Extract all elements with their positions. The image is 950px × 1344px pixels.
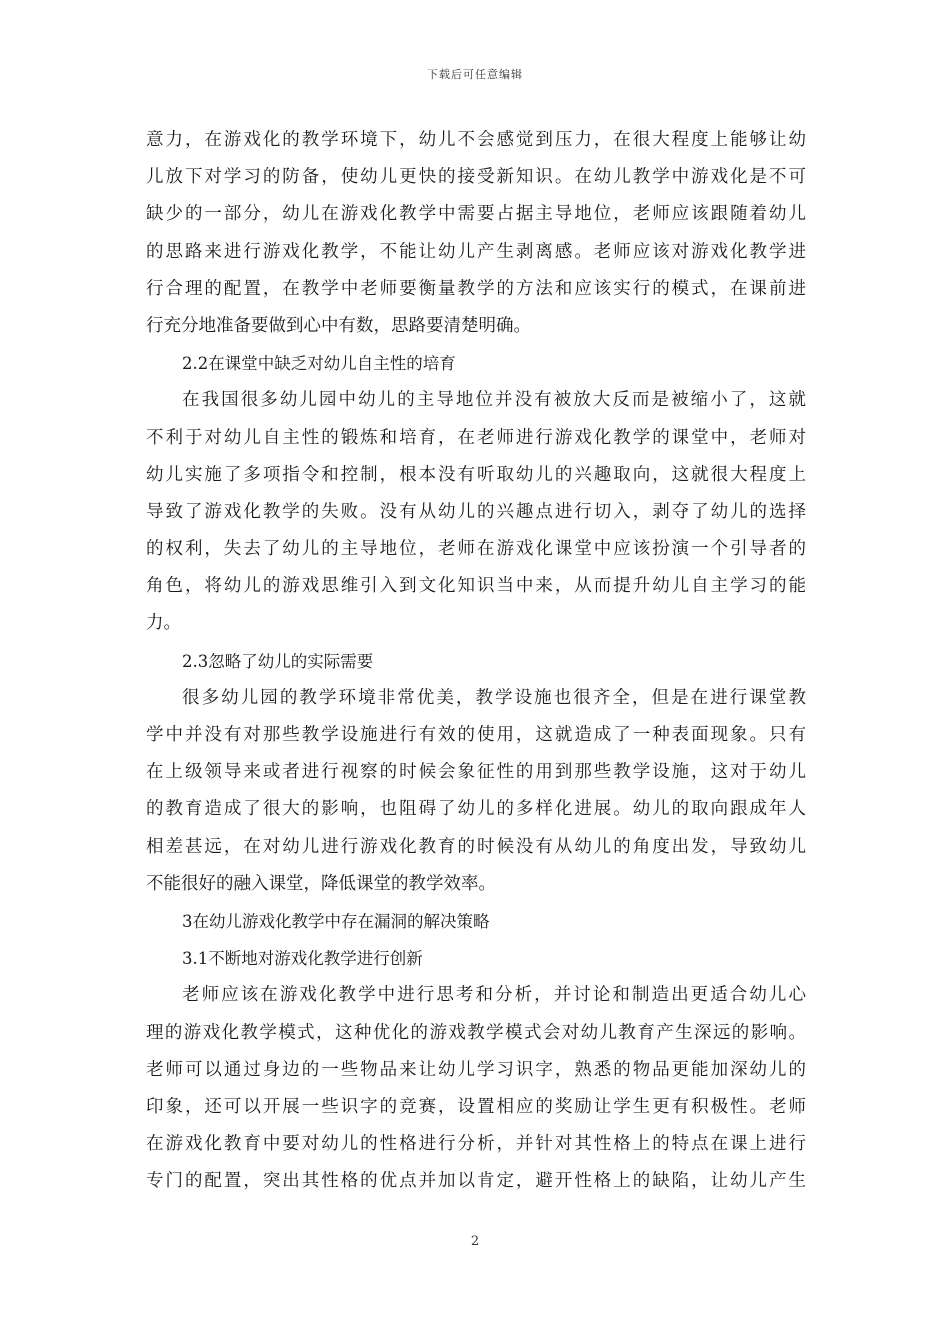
text-line: 的权利，失去了幼儿的主导地位，老师在游戏化课堂中应该扮演一个引导者的 [146, 539, 806, 560]
text-line: 儿放下对学习的防备，使幼儿更快的接受新知识。在幼儿教学中游戏化是不可 [146, 167, 806, 188]
text-line: 的思路来进行游戏化教学，不能让幼儿产生剥离感。老师应该对游戏化教学进 [146, 241, 806, 262]
text-line: 很多幼儿园的教学环境非常优美，教学设施也很齐全，但是在进行课堂教 [182, 687, 806, 708]
text-line: 不能很好的融入课堂，降低课堂的教学效率。 [146, 873, 496, 894]
document-body [146, 122, 806, 1200]
section-heading: 3在幼儿游戏化教学中存在漏洞的解决策略 [182, 911, 490, 931]
text-line: 专门的配置，突出其性格的优点并加以肯定，避开性格上的缺陷，让幼儿产生 [146, 1171, 806, 1192]
section-heading: 2.3忽略了幼儿的实际需要 [182, 651, 374, 671]
text-line: 在上级领导来或者进行视察的时候会象征性的用到那些教学设施，这对于幼儿 [146, 762, 806, 783]
text-line: 幼儿实施了多项指令和控制，根本没有听取幼儿的兴趣取向，这就很大程度上 [146, 464, 806, 485]
text-line: 的教育造成了很大的影响，也阻碍了幼儿的多样化进展。幼儿的取向跟成年人 [146, 799, 806, 820]
text-line: 行合理的配置，在教学中老师要衡量教学的方法和应该实行的模式，在课前进 [146, 278, 806, 299]
section-heading: 2.2在课堂中缺乏对幼儿自主性的培育 [182, 354, 456, 374]
text-line: 在游戏化教育中要对幼儿的性格进行分析，并针对其性格上的特点在课上进行 [146, 1134, 806, 1155]
text-line: 老师应该在游戏化教学中进行思考和分析，并讨论和制造出更适合幼儿心 [182, 985, 806, 1006]
text-line: 在我国很多幼儿园中幼儿的主导地位并没有被放大反而是被缩小了，这就 [182, 390, 806, 411]
text-line: 力。 [146, 613, 181, 634]
text-line: 理的游戏化教学模式，这种优化的游戏教学模式会对幼儿教育产生深远的影响。 [146, 1022, 806, 1043]
text-line: 相差甚远，在对幼儿进行游戏化教育的时候没有从幼儿的角度出发，导致幼儿 [146, 836, 806, 857]
text-line: 不利于对幼儿自主性的锻炼和培育，在老师进行游戏化教学的课堂中，老师对 [146, 427, 806, 448]
text-line: 意力，在游戏化的教学环境下，幼儿不会感觉到压力，在很大程度上能够让幼 [146, 130, 806, 150]
page-header: 下载后可任意编辑 [427, 68, 523, 81]
text-line: 行充分地准备要做到心中有数，思路要清楚明确。 [146, 315, 531, 336]
section-heading: 3.1不断地对游戏化教学进行创新 [182, 949, 423, 969]
text-line: 导致了游戏化教学的失败。没有从幼儿的兴趣点进行切入，剥夺了幼儿的选择 [146, 501, 806, 522]
text-line: 学中并没有对那些教学设施进行有效的使用，这就造成了一种表面现象。只有 [146, 725, 806, 745]
text-line: 印象，还可以开展一些识字的竞赛，设置相应的奖励让学生更有积极性。老师 [146, 1096, 806, 1117]
text-line: 老师可以通过身边的一些物品来让幼儿学习识字，熟悉的物品更能加深幼儿的 [146, 1059, 806, 1080]
page-number: 2 [470, 1234, 480, 1249]
text-line: 角色，将幼儿的游戏思维引入到文化知识当中来，从而提升幼儿自主学习的能 [146, 576, 806, 597]
text-line: 缺少的一部分，幼儿在游戏化教学中需要占据主导地位，老师应该跟随着幼儿 [146, 204, 806, 225]
